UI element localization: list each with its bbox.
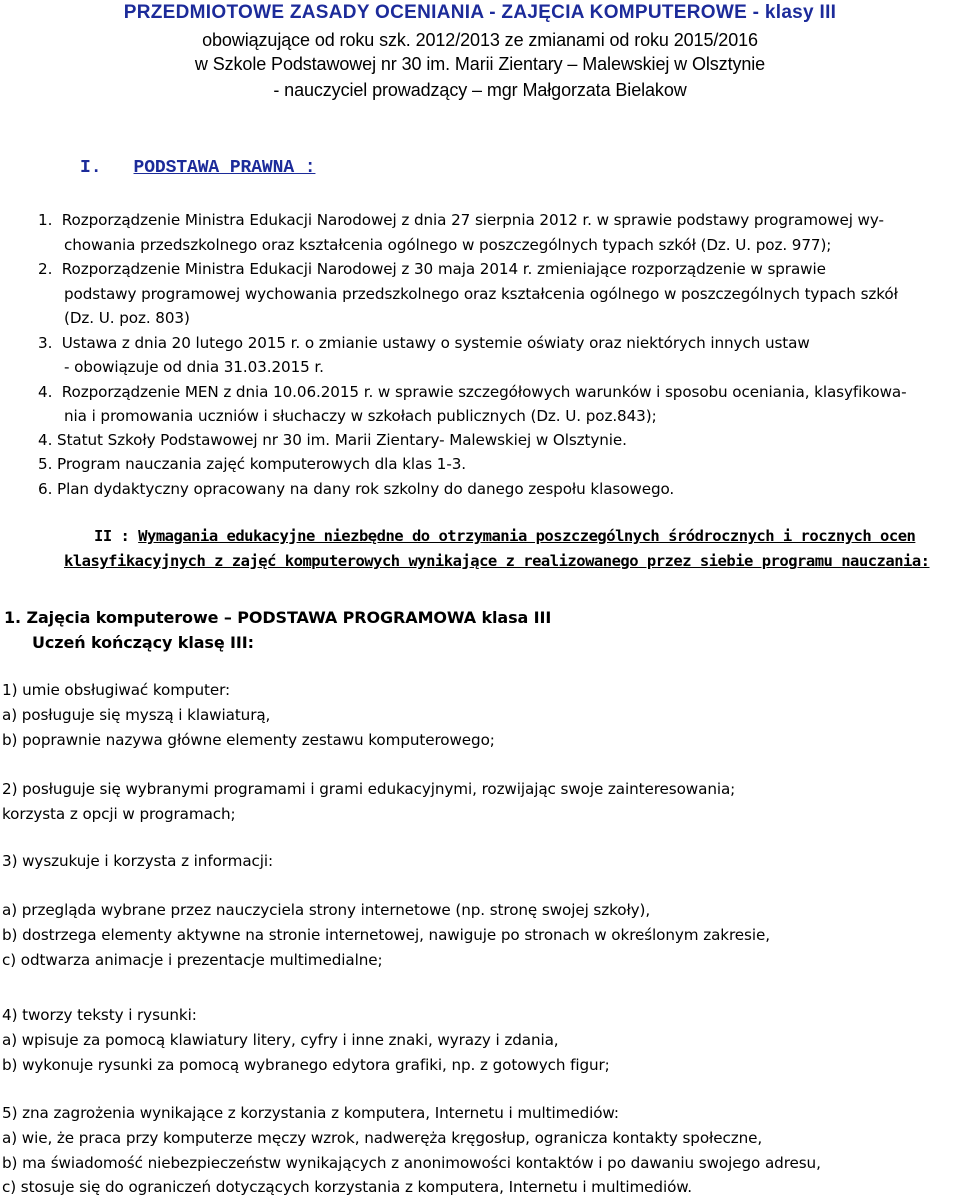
legal-item-1-cont: chowania przedszkolnego oraz kształcenia ogólnego w poszczególnych typach szkół (Dz. U. poz. 977); — [64, 236, 832, 254]
document-title: PRZEDMIOTOWE ZASADY OCENIANIA - ZAJĘCIA KOMPUTEROWE - klasy III — [123, 2, 837, 23]
legal-item-1: 1. Rozporządzenie Ministra Edukacji Narodowej z dnia 27 sierpnia 2012 r. w sprawie podstawy programowej wy- — [38, 211, 884, 229]
legal-item-4-cont: nia i promowania uczniów i słuchaczy w szkołach publicznych (Dz. U. poz.843); — [64, 407, 657, 425]
legal-item-3: 3. Ustawa z dnia 20 lutego 2015 r. o zmianie ustawy o systemie oświaty oraz niektórych innych ustaw — [38, 334, 810, 352]
req-4b: b) wykonuje rysunki za pomocą wybranego edytora grafiki, np. z gotowych figur; — [2, 1056, 610, 1074]
req-3c: c) odtwarza animacje i prezentacje multimedialne; — [2, 951, 383, 969]
header-teacher: - nauczyciel prowadzący – mgr Małgorzata Bielakow — [273, 80, 687, 100]
req-4a: a) wpisuje za pomocą klawiatury litery, cyfry i inne znaki, wyrazy i zdania, — [2, 1031, 559, 1049]
legal-item-5: 4. Statut Szkoły Podstawowej nr 30 im. Marii Zientary- Malewskiej w Olsztynie. — [38, 431, 627, 449]
req-1b: b) poprawnie nazywa główne elementy zestawu komputerowego; — [2, 731, 495, 749]
section-2-title-line2: klasyfikacyjnych z zajęć komputerowych wynikające z realizowanego przez siebie programu nauczania: — [64, 552, 930, 570]
req-3b: b) dostrzega elementy aktywne na stronie internetowej, nawiguje po stronach w określonym zakresie, — [2, 926, 770, 944]
legal-item-6: 5. Program nauczania zajęć komputerowych dla klas 1-3. — [38, 455, 467, 473]
section-1-number: I. — [80, 158, 102, 178]
legal-item-7: 6. Plan dydaktyczny opracowany na dany rok szkolny do danego zespołu klasowego. — [38, 480, 675, 498]
req-5: 5) zna zagrożenia wynikające z korzystania z komputera, Internetu i multimediów: — [2, 1104, 619, 1122]
req-4: 4) tworzy teksty i rysunki: — [2, 1006, 197, 1024]
section-2-heading — [94, 527, 915, 545]
section-2-title-line1: Wymagania edukacyjne niezbędne do otrzymania poszczególnych śródrocznych i rocznych ocen — [138, 527, 916, 545]
legal-item-3-cont: - obowiązuje od dnia 31.03.2015 r. — [64, 358, 324, 376]
header-subtitle-2: w Szkole Podstawowej nr 30 im. Marii Zientary – Malewskiej w Olsztynie — [194, 54, 766, 74]
section-1-label: PODSTAWA PRAWNA : — [133, 158, 316, 178]
legal-item-4: 4. Rozporządzenie MEN z dnia 10.06.2015 r. w sprawie szczegółowych warunków i sposobu oceniania, klasyfikowa- — [38, 383, 907, 401]
req-5b: b) ma świadomość niebezpieczeństw wynikających z anonimowości kontaktów i po dawaniu swojego adresu, — [2, 1154, 821, 1172]
req-1: 1) umie obsługiwać komputer: — [2, 681, 230, 699]
req-1a: a) posługuje się myszą i klawiaturą, — [2, 706, 271, 724]
section-1-heading — [80, 158, 315, 178]
legal-item-2-cont: podstawy programowej wychowania przedszkolnego oraz kształcenia ogólnego w poszczególnych typach szkół — [64, 285, 898, 303]
req-2-cont: korzysta z opcji w programach; — [2, 805, 236, 823]
legal-item-2: 2. Rozporządzenie Ministra Edukacji Narodowej z 30 maja 2014 r. zmieniające rozporządzenie w sprawie — [38, 260, 826, 278]
req-3a: a) przegląda wybrane przez nauczyciela strony internetowe (np. stronę swojej szkoły), — [2, 901, 651, 919]
section-2-prefix: II : — [94, 527, 130, 545]
subsection-heading: 1. Zajęcia komputerowe – PODSTAWA PROGRAMOWA klasa III — [4, 608, 552, 627]
req-5c: c) stosuje się do ograniczeń dotyczących korzystania z komputera, Internetu i multimediów. — [2, 1178, 692, 1196]
req-3: 3) wyszukuje i korzysta z informacji: — [2, 852, 274, 870]
req-2: 2) posługuje się wybranymi programami i grami edukacyjnymi, rozwijając swoje zainteresowania; — [2, 780, 736, 798]
req-5a: a) wie, że praca przy komputerze męczy wzrok, nadweręża kręgosłup, ogranicza kontakty społeczne, — [2, 1129, 763, 1147]
subsection-subheading: Uczeń kończący klasę III: — [32, 633, 254, 652]
header-subtitle-1: obowiązujące od roku szk. 2012/2013 ze zmianami od roku 2015/2016 — [202, 30, 758, 50]
legal-item-2-cont2: (Dz. U. poz. 803) — [64, 309, 190, 327]
